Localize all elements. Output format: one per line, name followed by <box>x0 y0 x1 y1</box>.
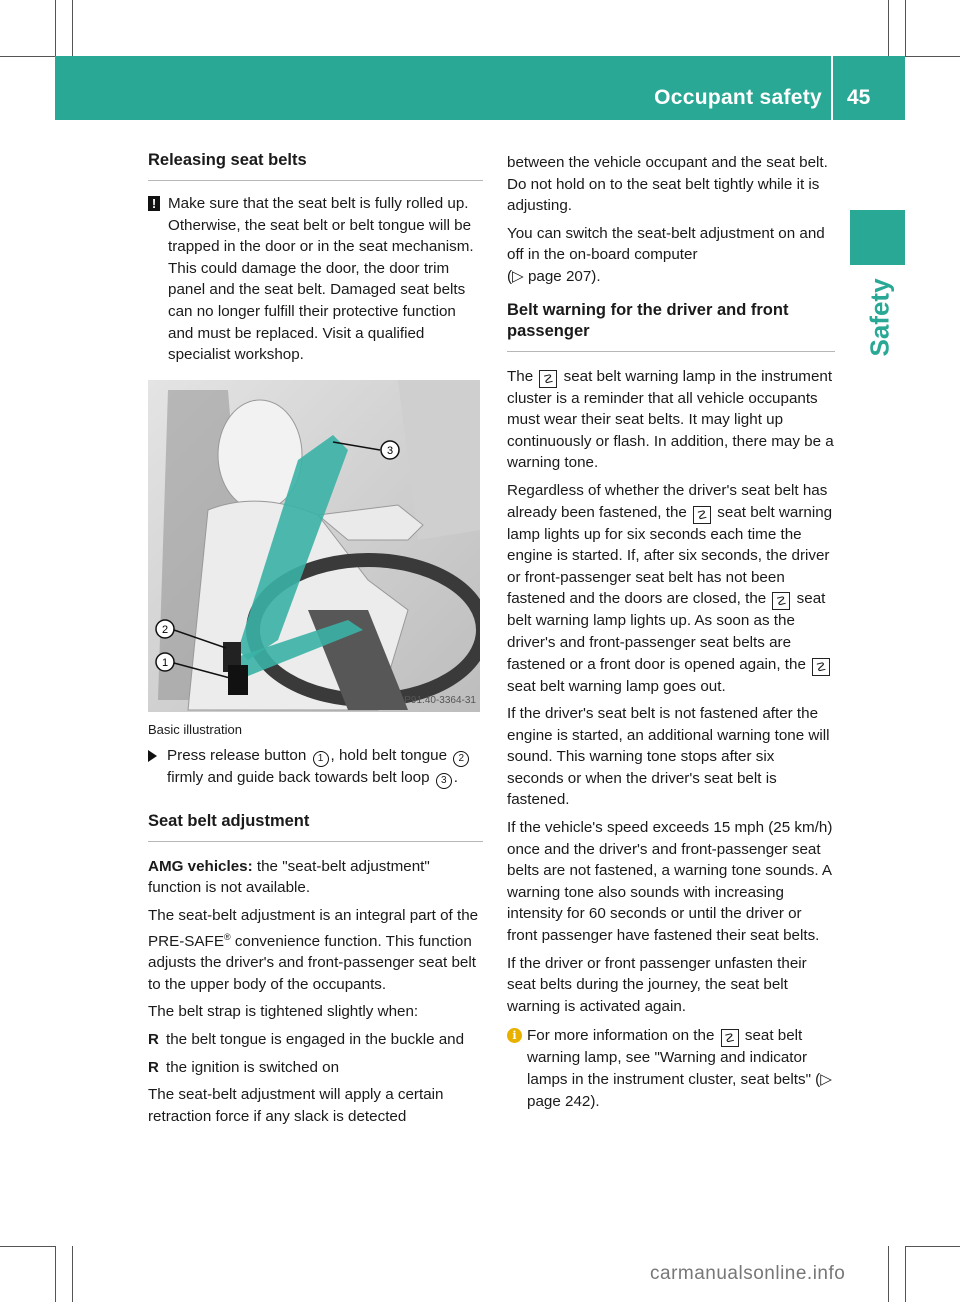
unfasten-paragraph: If the driver or front passenger unfasten their seat belts during the journey, the seat belt warning is activated again. <box>507 954 807 1015</box>
crop-mark <box>888 1246 889 1302</box>
crop-mark <box>55 0 56 56</box>
retraction-paragraph: The seat-belt adjustment will apply a certain retraction force if any slack is detected <box>148 1086 444 1125</box>
page-title: Occupant safety <box>654 86 822 109</box>
crop-mark <box>905 1246 960 1247</box>
header-divider <box>831 56 833 120</box>
amg-label: AMG vehicles: <box>148 857 253 875</box>
bullet-icon: R <box>148 1030 159 1048</box>
section-tab <box>845 278 915 363</box>
bullet-icon: R <box>148 1058 159 1076</box>
step-text: . <box>453 768 459 786</box>
crop-mark <box>55 1246 56 1302</box>
step-arrow-icon <box>148 750 157 762</box>
heading-releasing-seat-belts: Releasing seat belts <box>148 150 483 181</box>
info-note <box>507 1025 835 1112</box>
callout-3: 3 <box>386 444 394 457</box>
crop-mark <box>72 1246 73 1302</box>
section-tab-marker <box>850 210 905 265</box>
text: convenience function. This function adjusts the driver's and front-passenger seat belt to the upper body of the occupants. <box>148 932 476 993</box>
tone-paragraph: If the driver's seat belt is not fastened after the engine is started, an additional warning tone will sound. This warning tone stops after six seconds or when the driver's seat belt is fastened. <box>507 705 830 809</box>
text: The <box>507 367 538 385</box>
switch-page-ref[interactable]: (▷ page 207). <box>507 267 601 285</box>
heading-seat-belt-adjustment: Seat belt adjustment <box>148 811 483 842</box>
crop-mark <box>0 1246 55 1247</box>
crop-mark <box>0 56 55 57</box>
warning-note <box>148 193 483 366</box>
right-column <box>507 152 835 1112</box>
list-item-text: the ignition is switched on <box>166 1058 340 1076</box>
text: For more information on the <box>527 1027 719 1045</box>
warning-text: Make sure that the seat belt is fully rolled up. Otherwise, the seat belt or belt tongue will be trapped in the door or in the seat mechanism. This could damage the door, the door trim panel and the seat belt. Damaged seat belts can no longer fulfill their protective function and must be replaced. Visit a qualified specialist workshop. <box>168 195 474 364</box>
seat-belt-warning-lamp-icon: ☡ <box>772 592 790 610</box>
text: The seat-belt adjustment is an integral part of the PRE-SAFE <box>148 906 479 950</box>
step-text: firmly and guide back towards belt loop <box>167 768 434 786</box>
figure-caption: Basic illustration <box>148 721 242 737</box>
crop-mark <box>72 0 73 56</box>
seat-belt-warning-lamp-icon: ☡ <box>539 370 557 388</box>
amg-note <box>148 856 483 899</box>
text: seat belt warning lamp lights up for six seconds each time the engine is started. If, after six seconds, the driver or front-passenger seat belt has not been fastened and the doors are closed, the <box>507 503 833 608</box>
step-text: Press release button <box>167 746 311 764</box>
warning-icon: ! <box>148 196 160 211</box>
callout-ref-2: 2 <box>453 751 469 767</box>
tightened-paragraph: The belt strap is tightened slightly when: <box>148 1003 419 1021</box>
text: seat belt warning lamp, see "Warning and indicator lamps in the instrument cluster, seat belts" (▷ page 242). <box>527 1027 832 1110</box>
callout-1: 1 <box>161 656 169 669</box>
callout-2: 2 <box>161 623 169 636</box>
list-item <box>148 1029 483 1051</box>
list-item-text: the belt tongue is engaged in the buckle and <box>166 1030 465 1048</box>
page-number: 45 <box>847 86 871 109</box>
seat-belt-warning-lamp-icon: ☡ <box>721 1029 739 1047</box>
presafe-paragraph <box>148 905 483 995</box>
step-text: , hold belt tongue <box>330 746 452 764</box>
amg-text: the "seat-belt adjustment" function is not available. <box>148 857 430 897</box>
list-item <box>148 1057 483 1079</box>
text: seat belt warning lamp lights up. As soon as the driver's and front-passenger seat belts are fastened or a front door is opened again, the <box>507 590 826 673</box>
speed-paragraph: If the vehicle's speed exceeds 15 mph (25 km/h) once and the driver's and front-passenger seat belts are not fastened, a warning tone sounds. A warning tone also sounds with increasing intensity for 60 seconds or until the driver or front passenger have fastened their seat belts. <box>507 819 833 945</box>
registered-mark: ® <box>223 931 231 942</box>
text: Regardless of whether the driver's seat belt has already been fastened, the <box>507 481 828 521</box>
seat-belt-illustration <box>148 380 480 712</box>
instruction-step <box>148 745 483 789</box>
text: seat belt warning lamp in the instrument cluster is a reminder that all vehicle occupants must wear their seat belts. It may light up continuously or flash. In addition, there may be a warning tone. <box>507 367 834 472</box>
text: seat belt warning lamp goes out. <box>507 677 726 695</box>
continued-paragraph: between the vehicle occupant and the seat belt. Do not hold on to the seat belt tightly while it is adjusting. <box>507 154 828 215</box>
figure-code: P91.40-3364-31 <box>404 694 476 706</box>
lamp-paragraph <box>507 366 835 474</box>
illustration-svg <box>148 380 480 712</box>
crop-mark <box>905 0 906 56</box>
crop-mark <box>888 0 889 56</box>
crop-mark <box>905 56 960 57</box>
callout-ref-1: 1 <box>313 751 329 767</box>
info-icon: i <box>507 1028 522 1043</box>
seat-belt-warning-lamp-icon: ☡ <box>812 658 830 676</box>
crop-mark <box>905 1246 906 1302</box>
heading-belt-warning: Belt warning for the driver and front passenger <box>507 300 835 352</box>
watermark: carmanualsonline.info <box>650 1263 846 1284</box>
seat-belt-warning-lamp-icon: ☡ <box>693 506 711 524</box>
switch-paragraph: You can switch the seat-belt adjustment on and off in the on-board computer <box>507 224 825 264</box>
regardless-paragraph <box>507 480 835 697</box>
callout-ref-3: 3 <box>436 773 452 789</box>
section-tab-label: Safety <box>864 278 895 357</box>
left-column <box>148 150 483 1133</box>
